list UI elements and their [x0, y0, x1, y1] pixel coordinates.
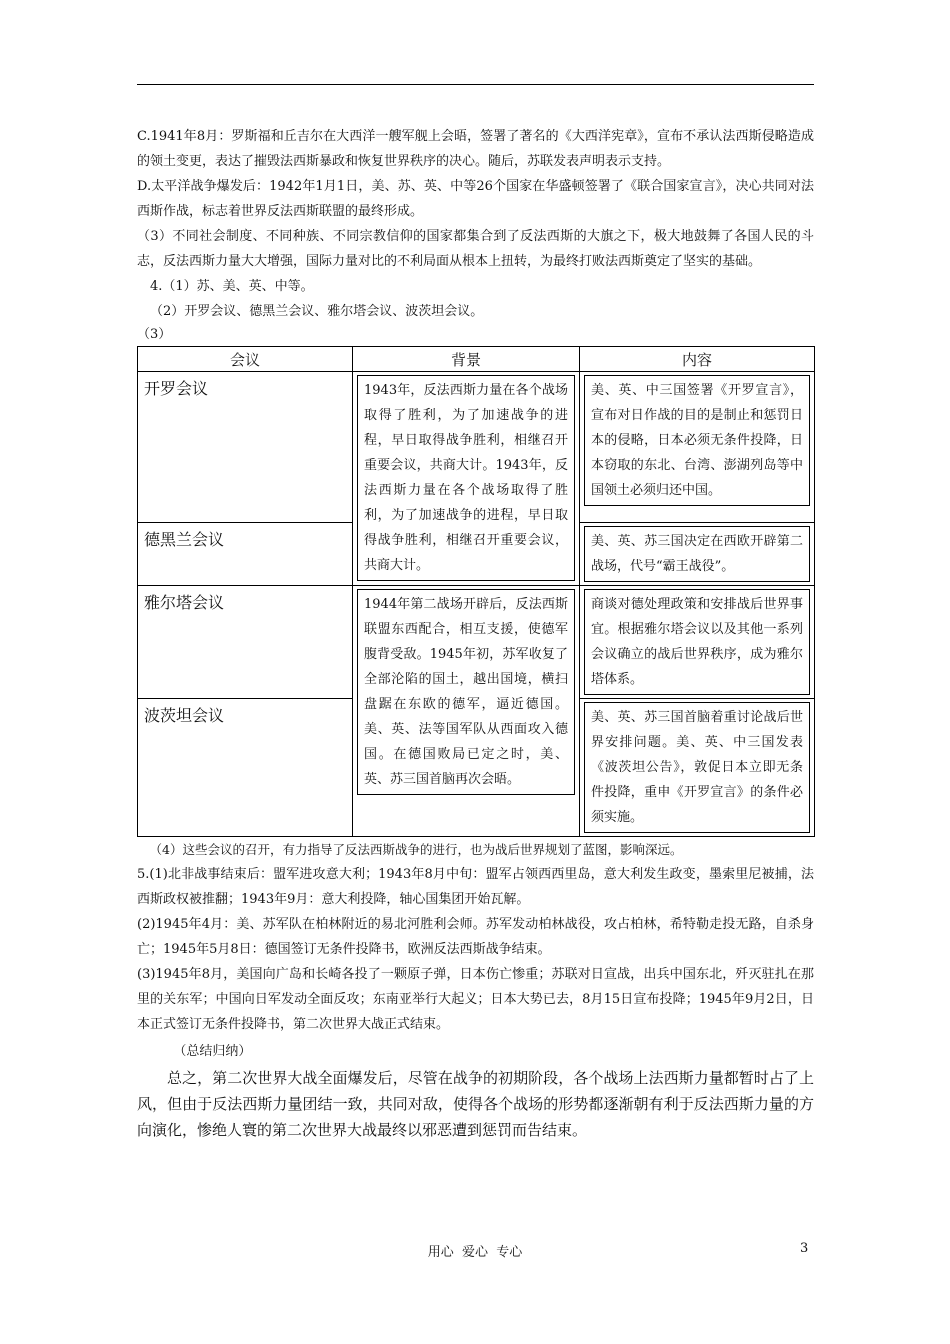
document-body [137, 124, 814, 1143]
header-rule [137, 84, 814, 85]
paragraph-4-2: （2）开罗会议、德黑兰会议、雅尔塔会议、波茨坦会议。 [150, 304, 484, 319]
header-content: 内容 [580, 347, 815, 372]
background-cell [353, 372, 580, 586]
header-conference: 会议 [138, 347, 353, 372]
paragraph-4-3: （3） [137, 327, 172, 342]
paragraph-c: C.1941年8月：罗斯福和丘吉尔在大西洋一艘军舰上会晤，签署了著名的《大西洋宪章》，宣布不承认法西斯侵略造成的领土变更，表达了摧毁法西斯暴政和恢复世界秩序的决心。随后，苏联发表声明表示支持。 [137, 129, 814, 169]
paragraph-4-4: （4）这些会议的召开，有力指导了反法西斯战争的进行，也为战后世界规划了蓝图，影响深远。 [149, 842, 683, 857]
conference-name: 波茨坦会议 [138, 699, 353, 837]
paragraph-4-1: 4.（1）苏、美、英、中等。 [150, 279, 314, 294]
footer-motto: 用心 爱心 专心 [427, 1245, 523, 1260]
conference-table [137, 346, 815, 837]
content-cell [580, 372, 815, 523]
conference-name: 开罗会议 [138, 372, 353, 523]
content-cell [580, 699, 815, 837]
paragraph-5-3: (3)1945年8月，美国向广岛和长崎各投了一颗原子弹，日本伤亡惨重；苏联对日宣战，出兵中国东北，歼灭驻扎在那里的关东军；中国向日军发动全面反攻；东南亚举行大起义；日本大势已去，8月15日宣布投降；1945年9月2日，日本正式签订无条件投降书，第二次世界大战正式结束。 [137, 967, 814, 1032]
conference-name: 德黑兰会议 [138, 523, 353, 586]
content-text: 美、英、中三国签署《开罗宣言》，宣布对日作战的目的是制止和惩罚日本的侵略，日本必须无条件投降，日本窃取的东北、台湾、澎湖列岛等中国领土必须归还中国。 [584, 375, 810, 506]
background-text: 1943年，反法西斯力量在各个战场取得了胜利，为了加速战争的进程，早日取得战争胜利，相继召开重要会议，共商大计。1943年，反法西斯力量在各个战场取得了胜利，为了加速战争的进程，早日取得战争胜利，相继召开重要会议，共商大计。 [357, 375, 575, 581]
background-text: 1944年第二战场开辟后，反法西斯联盟东西配合，相互支援，使德军腹背受敌。1945年初，苏军收复了全部沦陷的国土，越出国境，横扫盘踞在东欧的德军，逼近德国。美、英、法等国军队从西面攻入德国。在德国败局已定之时，美、英、苏三国首脑再次会晤。 [357, 589, 575, 795]
background-cell [353, 586, 580, 837]
content-text: 美、英、苏三国决定在西欧开辟第二战场，代号“霸王战役”。 [584, 526, 810, 582]
header-background: 背景 [353, 347, 580, 372]
content-text: 美、英、苏三国首脑着重讨论战后世界安排问题。美、英、中三国发表《波茨坦公告》，敦促日本立即无条件投降，重申《开罗宣言》的条件必须实施。 [584, 702, 810, 833]
summary-paragraph: 总之，第二次世界大战全面爆发后，尽管在战争的初期阶段，各个战场上法西斯力量都暂时占了上风，但由于反法西斯力量团结一致，共同对敌，使得各个战场的形势都逐渐朝有利于反法西斯力量的方向演化，惨绝人寰的第二次世界大战最终以邪恶遭到惩罚而告结束。 [137, 1069, 814, 1139]
summary-label: （总结归纳） [173, 1044, 252, 1059]
page-number: 3 [800, 1241, 809, 1256]
paragraph-3: （3）不同社会制度、不同种族、不同宗教信仰的国家都集合到了反法西斯的大旗之下，极大地鼓舞了各国人民的斗志，反法西斯力量大大增强，国际力量对比的不利局面从根本上扭转，为最终打败法西斯奠定了坚实的基础。 [137, 229, 814, 269]
conference-name: 雅尔塔会议 [138, 586, 353, 699]
paragraph-d: D.太平洋战争爆发后：1942年1月1日，美、苏、英、中等26个国家在华盛顿签署了《联合国家宣言》，决心共同对法西斯作战，标志着世界反法西斯联盟的最终形成。 [137, 179, 814, 219]
paragraph-5-2: (2)1945年4月：美、苏军队在柏林附近的易北河胜利会师。苏军发动柏林战役，攻占柏林，希特勒走投无路，自杀身亡；1945年5月8日：德国签订无条件投降书，欧洲反法西斯战争结束。 [137, 917, 814, 957]
content-text: 商谈对德处理政策和安排战后世界事宜。根据雅尔塔会议以及其他一系列会议确立的战后世界秩序，成为雅尔塔体系。 [584, 589, 810, 695]
content-cell [580, 586, 815, 699]
paragraph-5-1: 5.(1)北非战事结束后：盟军进攻意大利；1943年8月中旬：盟军占领西西里岛，意大利发生政变，墨索里尼被捕，法西斯政权被推翻；1943年9月：意大利投降，轴心国集团开始瓦解。 [137, 867, 814, 907]
content-cell [580, 523, 815, 586]
